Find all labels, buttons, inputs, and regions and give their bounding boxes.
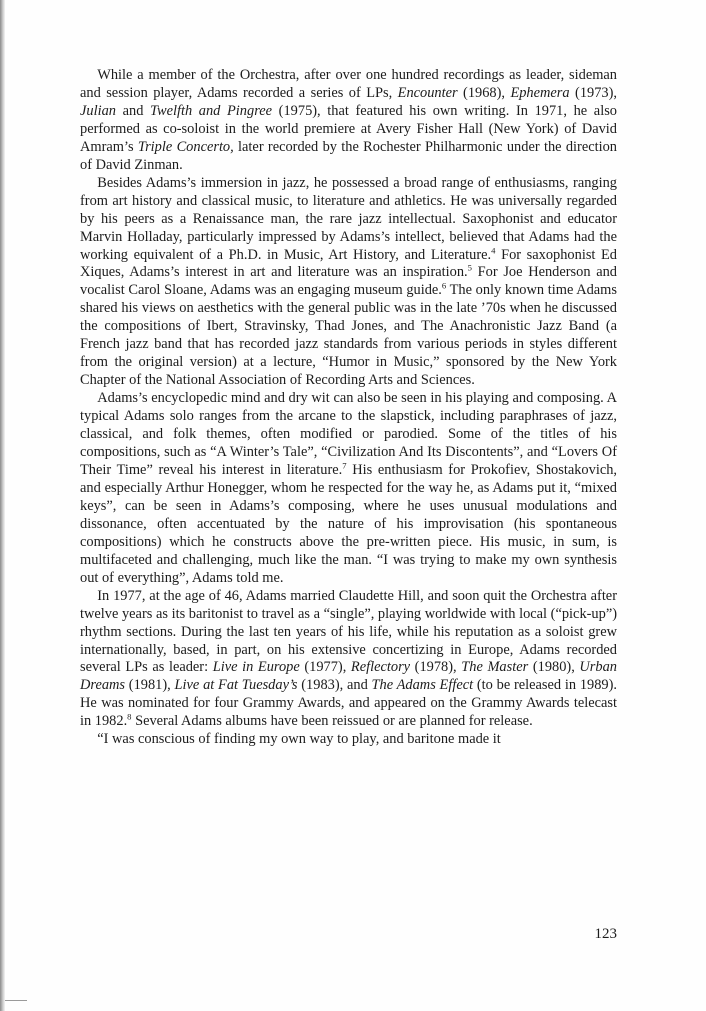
- text-run: and: [115, 102, 151, 119]
- text-run: In 1977, at the age of 46, Adams married Claudette Hill, and soon quit the Orchestra after twelve years as its baritonist to travel as a “single”, playing worldwide with local (“pick-up”) rhythm sections. During the last ten years of his life, while his reputation as a soloist grew internationally, based, in part, on his extensive concertizing in Europe, Adams recorded several LPs as leader:: [80, 587, 617, 676]
- text-run: (1978),: [410, 659, 462, 676]
- text-run: (1968),: [457, 84, 511, 101]
- paragraph: [80, 175, 617, 390]
- text-run: (1973),: [569, 84, 617, 101]
- text-run: For Joe Henderson and vocalist Carol Sloane, Adams was an engaging museum guide.: [80, 264, 617, 299]
- italic-title: Twelfth and Pingree: [150, 102, 273, 119]
- text-run: (1980),: [528, 659, 580, 676]
- text-run: later recorded by the Rochester Philharmonic under the direction of David Zinman.: [80, 138, 617, 173]
- italic-title: Reflectory: [350, 659, 411, 676]
- text-run: (1977),: [299, 659, 351, 676]
- text-run: The only known time Adams shared his views on aesthetics with the general public was in the late ’70s when he discussed the compositions of Ibert, Stravinsky, Thad Jones, and The Anachronistic Jazz Band (a French jazz band that has recorded jazz standards from various periods in styles different from the original version) at a lecture, “Humor in Music,” sponsored by the New York Chapter of the National Association of Recording Arts and Sciences.: [80, 282, 617, 389]
- footnote-ref: 8: [127, 711, 132, 722]
- paragraph: [80, 731, 617, 749]
- paragraph: [80, 588, 617, 732]
- page-binding-edge: [0, 0, 5, 1011]
- text-run: For saxophonist Ed Xiques, Adams’s interest in art and literature was an inspiration.: [80, 246, 617, 281]
- text-run: Adams’s encyclopedic mind and dry wit can also be seen in his playing and composing. A typical Adams solo ranges from the arcane to the slapstick, including paraphrases of jazz, classical, and folk themes, often modified or parodied. Some of the titles of his compositions, such as “A Winter’s Tale”, “Civilization And Its Discontents”, and “Lovers Of Their Time” reveal his interest in literature.: [80, 390, 617, 478]
- paragraph: [80, 390, 617, 587]
- italic-title: Encounter: [397, 84, 458, 101]
- text-run: Several Adams albums have been reissued or are planned for release.: [131, 713, 533, 730]
- italic-title: The Master: [461, 659, 529, 676]
- text-run: Besides Adams’s immersion in jazz, he possessed a broad range of enthusiasms, ranging from art history and classical music, to literature and athletics. He was universally regarded by his peers as a Renaissance man, the rare jazz intellectual. Saxophonist and educator Marvin Holladay, particularly impressed by Adams’s intellect, believed that Adams had the working equivalent of a Ph.D. in Music, Art History, and Literature.: [80, 174, 617, 263]
- footnote-ref: 7: [342, 460, 347, 471]
- text-run: (1981),: [125, 677, 175, 694]
- footnote-ref: 5: [467, 262, 472, 273]
- page-binding-corner: [5, 1000, 27, 1001]
- italic-title: Ephemera: [510, 84, 570, 101]
- text-run: His enthusiasm for Prokofiev, Shostakovich, and especially Arthur Honegger, whom he respected for the way he, as Adams put it, “mixed keys”, can be seen in Adams’s composing, where he uses unusual modulations and dissonance, often accentuated by the nature of his improvisation (his spontaneous compositions) which he constructs above the pre-written piece. His music, in sum, is multifaceted and challenging, much like the man. “I was trying to make my own synthesis out of everything”, Adams told me.: [80, 461, 618, 586]
- italic-title: Live in Europe: [212, 659, 300, 676]
- text-run: While a member of the Orchestra, after over one hundred recordings as leader, sideman and session player, Adams recorded a series of LPs,: [80, 67, 617, 101]
- page-body: [80, 67, 617, 749]
- footnote-ref: 6: [441, 280, 447, 291]
- italic-title: Julian: [80, 102, 116, 119]
- text-run: (1975), that featured his own writing. In 1971, he also performed as co-soloist in the world premiere at Avery Fisher Hall (New York) of David Amram’s: [80, 102, 617, 155]
- text-run: (1983), and: [297, 677, 372, 694]
- page-number: 123: [594, 926, 617, 942]
- italic-title: Urban Dreams: [80, 659, 617, 694]
- italic-title: Triple Concerto,: [137, 138, 234, 155]
- footnote-ref: 4: [491, 244, 496, 255]
- italic-title: The Adams Effect: [371, 677, 474, 694]
- italic-title: Live at Fat Tuesday’s: [174, 677, 298, 694]
- paragraph: [80, 67, 617, 175]
- text-run: “I was conscious of finding my own way to play, and baritone made it: [97, 731, 501, 748]
- text-run: (to be released in 1989). He was nominated for four Grammy Awards, and appeared on the Grammy Awards telecast in 1982.: [80, 677, 617, 730]
